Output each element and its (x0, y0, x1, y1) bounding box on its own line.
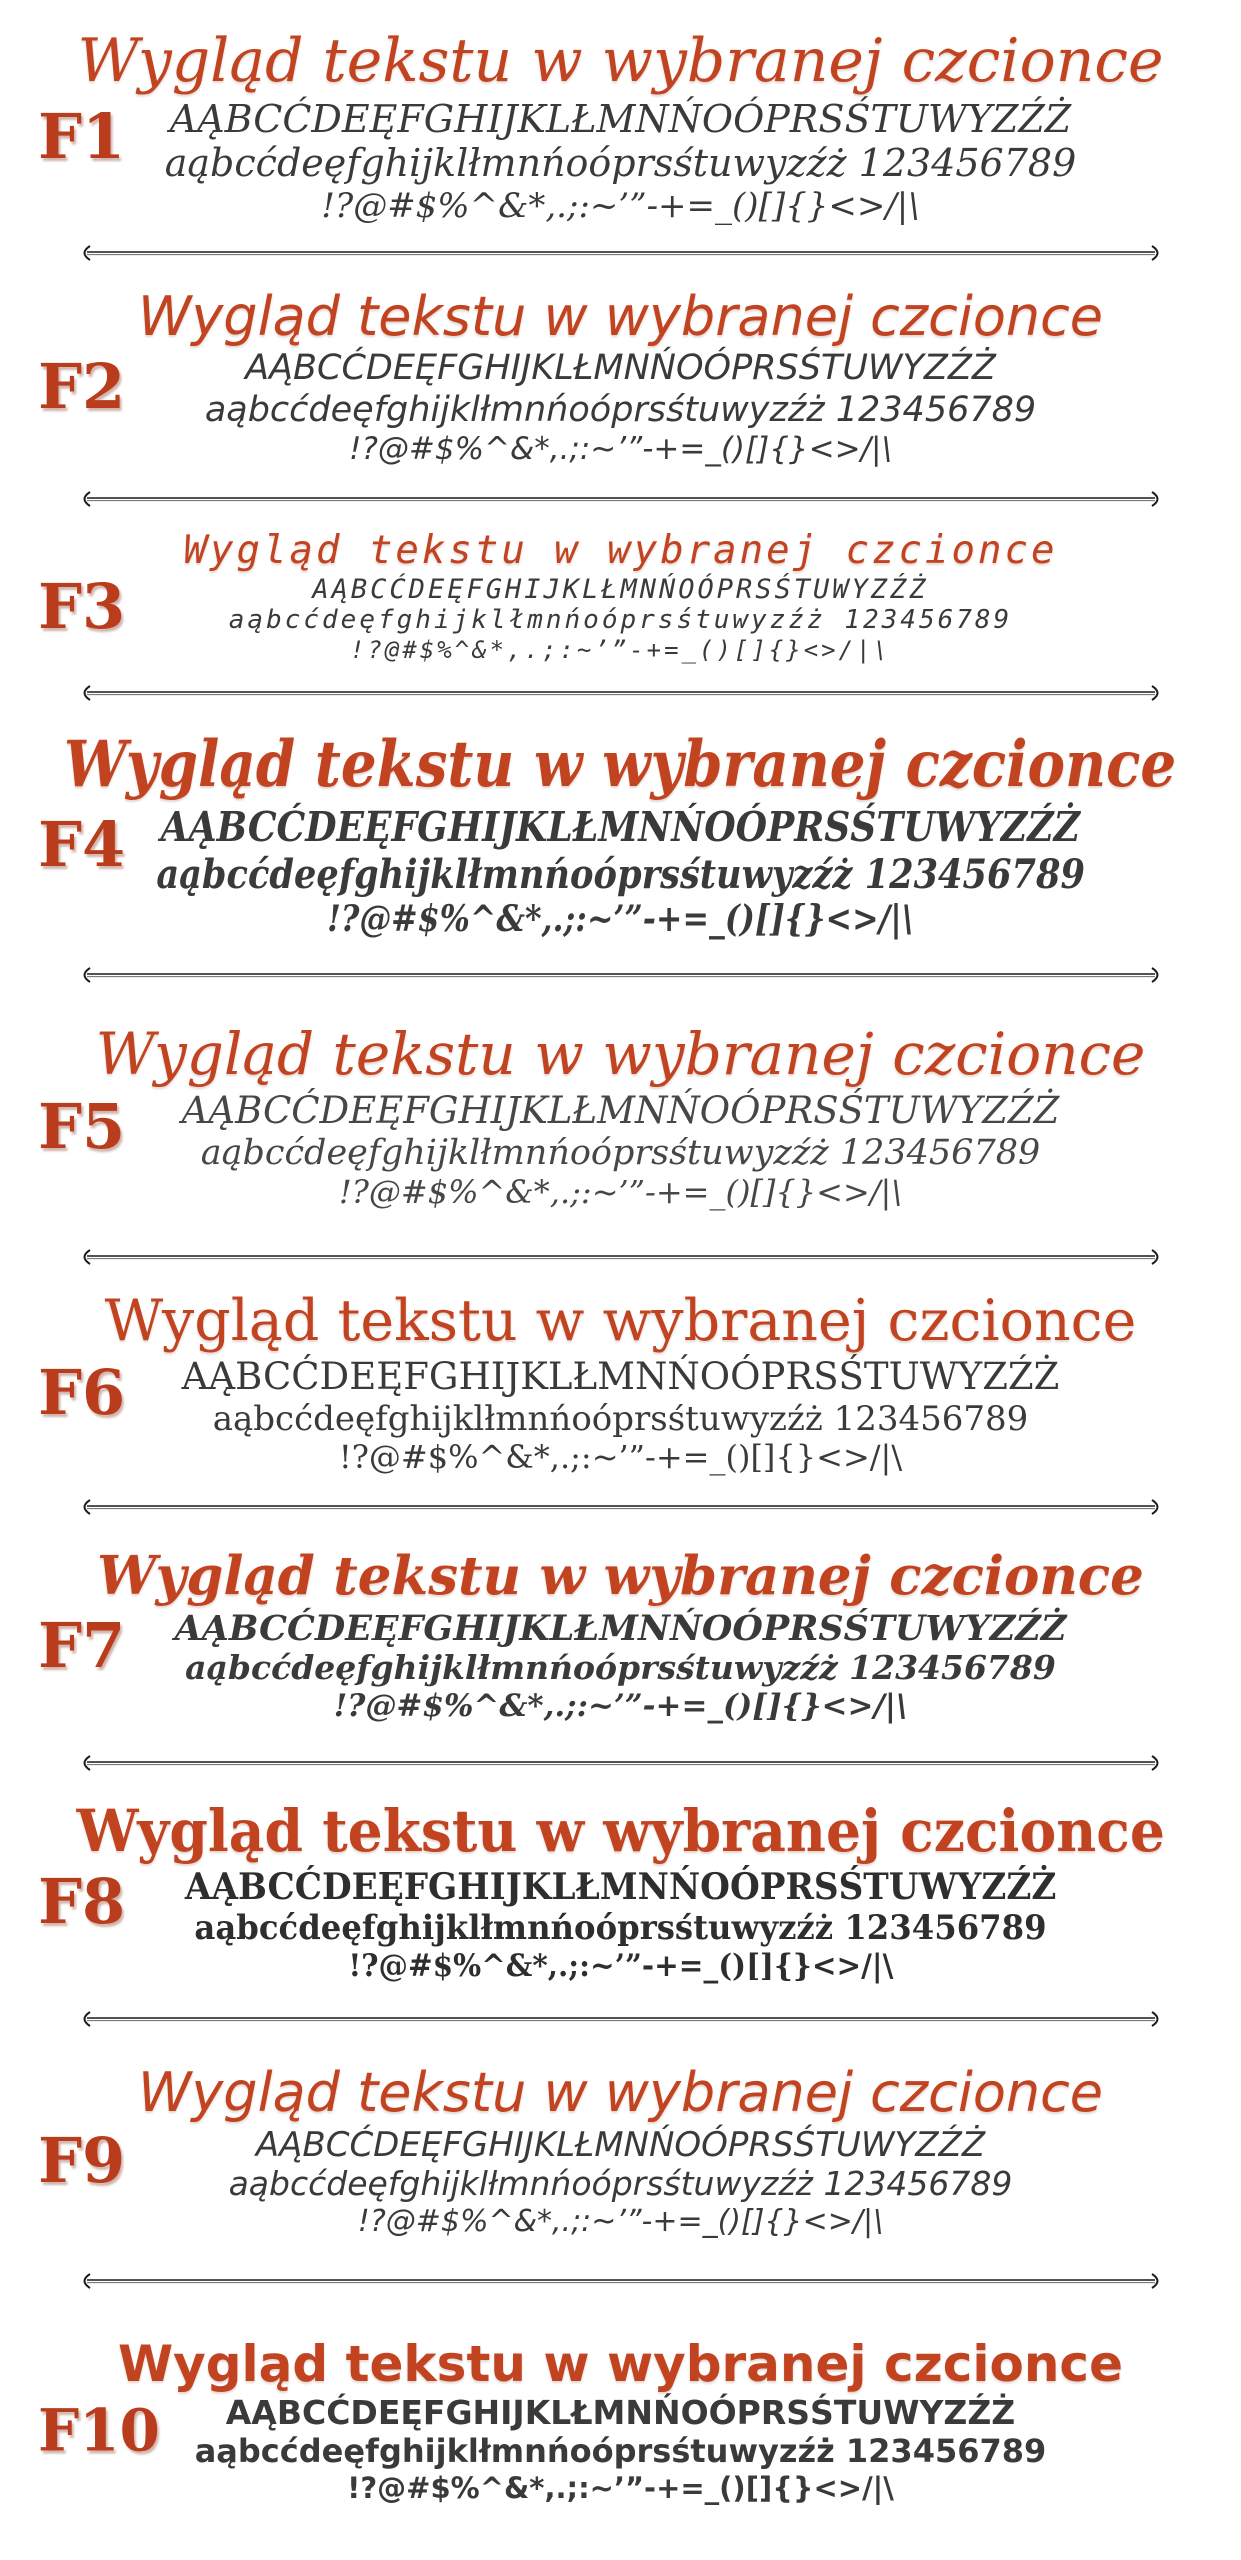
uppercase-row: AĄBCĆDEĘFGHIJKLŁMNŃOÓPRSŚTUWYZŹŻ (225, 2393, 1016, 2433)
specimen-title: Wygląd tekstu w wybranej czcionce (77, 25, 1164, 96)
symbols-row: !?@#$%^&*,.;:~’”-+=_()[]{}<>/|\ (347, 1948, 894, 1985)
symbols-row: !?@#$%^&*,.;:~’”-+=_()[]{}<>/|\ (333, 1688, 908, 1725)
separator-arrow (0, 1250, 1241, 1264)
separator-arrow (0, 2274, 1241, 2288)
separator-arrow (0, 492, 1241, 506)
specimen-title: Wygląd tekstu w wybranej czcionce (104, 1287, 1137, 1354)
symbols-row: !?@#$%^&*,.;:~’”-+=_()[]{}<>/|\ (338, 1437, 903, 1476)
font-label: F7 (38, 1609, 126, 1683)
uppercase-row: AĄBCĆDEĘFGHIJKLŁMNŃOÓPRSŚTUWYZŹŻ (255, 2124, 986, 2165)
font-specimen-f5 (0, 982, 1241, 1250)
font-label: F6 (38, 1356, 126, 1430)
lowercase-digits-row: aąbcćdeęfghijklłmnńoóprsśtuwyzźż 123456789 (228, 605, 1013, 636)
lowercase-digits-row: aąbcćdeęfghijklłmnńoóprsśtuwyzźż 123456789 (164, 141, 1077, 186)
symbols-row: !?@#$%^&*,.;:~’”-+=_()[]{}<>/|\ (321, 186, 920, 227)
double-arrow-icon (76, 685, 1166, 701)
symbols-row: !?@#$%^&*,.;:~’”-+=_()[]{}<>/|\ (338, 1172, 903, 1211)
font-specimen-f4 (0, 700, 1241, 968)
font-specimen-f8 (0, 1770, 1241, 2012)
symbols-row: !?@#$%^&*,.;:~’”-+=_()[]{}<>/|\ (349, 430, 892, 467)
specimen-title: Wygląd tekstu w wybranej czcionce (137, 284, 1104, 348)
double-arrow-icon (76, 245, 1166, 261)
font-specimen-f7 (0, 1514, 1241, 1756)
font-specimen-f3 (0, 506, 1241, 686)
double-arrow-icon (76, 2011, 1166, 2027)
separator-arrow (0, 246, 1241, 260)
symbols-row: !?@#$%^&*,.;:~’”-+=_()[]{}<>/|\ (357, 2203, 884, 2239)
uppercase-row: AĄBCĆDEĘFGHIJKLŁMNŃOÓPRSŚTUWYZŹŻ (312, 573, 929, 605)
uppercase-row: AĄBCĆDEĘFGHIJKLŁMNŃOÓPRSŚTUWYZŹŻ (174, 1607, 1067, 1649)
lowercase-digits-row: aąbcćdeęfghijklłmnńoóprsśtuwyzźż 123456789 (185, 1648, 1056, 1688)
double-arrow-icon (76, 1499, 1166, 1515)
lowercase-digits-row: aąbcćdeęfghijklłmnńoóprsśtuwyzźż 123456789 (200, 1132, 1041, 1173)
specimen-title: Wygląd tekstu w wybranej czcionce (118, 2335, 1123, 2394)
symbols-row: !?@#$%^&*,.;:~’”-+=_()[]{}<>/|\ (347, 2470, 894, 2505)
specimen-title: Wygląd tekstu w wybranej czcionce (137, 2060, 1104, 2124)
uppercase-row: AĄBCĆDEĘFGHIJKLŁMNŃOÓPRSŚTUWYZŹŻ (245, 348, 996, 389)
lowercase-digits-row: aąbcćdeęfghijklłmnńoóprsśtuwyzźż 123456789 (194, 1908, 1047, 1949)
specimen-title: Wygląd tekstu w wybranej czcionce (97, 1545, 1144, 1608)
double-arrow-icon (76, 1755, 1166, 1771)
specimen-title: Wygląd tekstu w wybranej czcionce (95, 1020, 1146, 1089)
separator-arrow (0, 686, 1241, 700)
lowercase-digits-row: aąbcćdeęfghijklłmnńoóprsśtuwyzźż 123456789 (212, 1398, 1029, 1439)
separator-arrow (0, 1756, 1241, 1770)
symbols-row: !?@#$%^&*,.;:~’”-+=_()[]{}<>/|\ (350, 636, 891, 665)
font-label: F4 (38, 808, 126, 882)
lowercase-digits-row: aąbcćdeęfghijklłmnńoóprsśtuwyzźż 123456789 (156, 851, 1085, 899)
uppercase-row: AĄBCĆDEĘFGHIJKLŁMNŃOÓPRSŚTUWYZŹŻ (181, 1088, 1060, 1132)
font-label: F9 (38, 2124, 126, 2198)
specimen-title: Wygląd tekstu w wybranej czcionce (64, 727, 1177, 803)
lowercase-digits-row: aąbcćdeęfghijklłmnńoóprsśtuwyzźż 123456789 (194, 2431, 1047, 2470)
specimen-title: Wygląd tekstu w wybranej czcionce (76, 1797, 1165, 1866)
font-label: F2 (38, 350, 126, 424)
double-arrow-icon (76, 967, 1166, 983)
uppercase-row: AĄBCĆDEĘFGHIJKLŁMNŃOÓPRSŚTUWYZŹŻ (169, 96, 1072, 141)
font-label: F10 (38, 2396, 160, 2465)
font-specimen-f1 (0, 6, 1241, 246)
separator-arrow (0, 968, 1241, 982)
font-specimen-f10 (0, 2288, 1241, 2552)
font-label: F8 (38, 1865, 126, 1939)
symbols-row: !?@#$%^&*,.;:~’”-+=_()[]{}<>/|\ (327, 898, 914, 941)
lowercase-digits-row: aąbcćdeęfghijklłmnńoóprsśtuwyzźż 123456789 (228, 2163, 1013, 2203)
font-specimen-f2 (0, 260, 1241, 492)
separator-arrow (0, 2012, 1241, 2026)
font-specimen-f9 (0, 2026, 1241, 2274)
font-label: F1 (38, 100, 126, 174)
double-arrow-icon (76, 1249, 1166, 1265)
double-arrow-icon (76, 2273, 1166, 2289)
font-label: F5 (38, 1090, 126, 1164)
lowercase-digits-row: aąbcćdeęfghijklłmnńoóprsśtuwyzźż 123456789 (204, 389, 1037, 430)
font-specimen-f6 (0, 1264, 1241, 1500)
specimen-title: Wygląd tekstu w wybranej czcionce (183, 527, 1058, 573)
font-label: F3 (38, 570, 126, 644)
uppercase-row: AĄBCĆDEĘFGHIJKLŁMNŃOÓPRSŚTUWYZŹŻ (184, 1865, 1057, 1908)
uppercase-row: AĄBCĆDEĘFGHIJKLŁMNŃOÓPRSŚTUWYZŹŻ (181, 1354, 1060, 1398)
separator-arrow (0, 1500, 1241, 1514)
uppercase-row: AĄBCĆDEĘFGHIJKLŁMNŃOÓPRSŚTUWYZŹŻ (160, 802, 1081, 851)
double-arrow-icon (76, 491, 1166, 507)
